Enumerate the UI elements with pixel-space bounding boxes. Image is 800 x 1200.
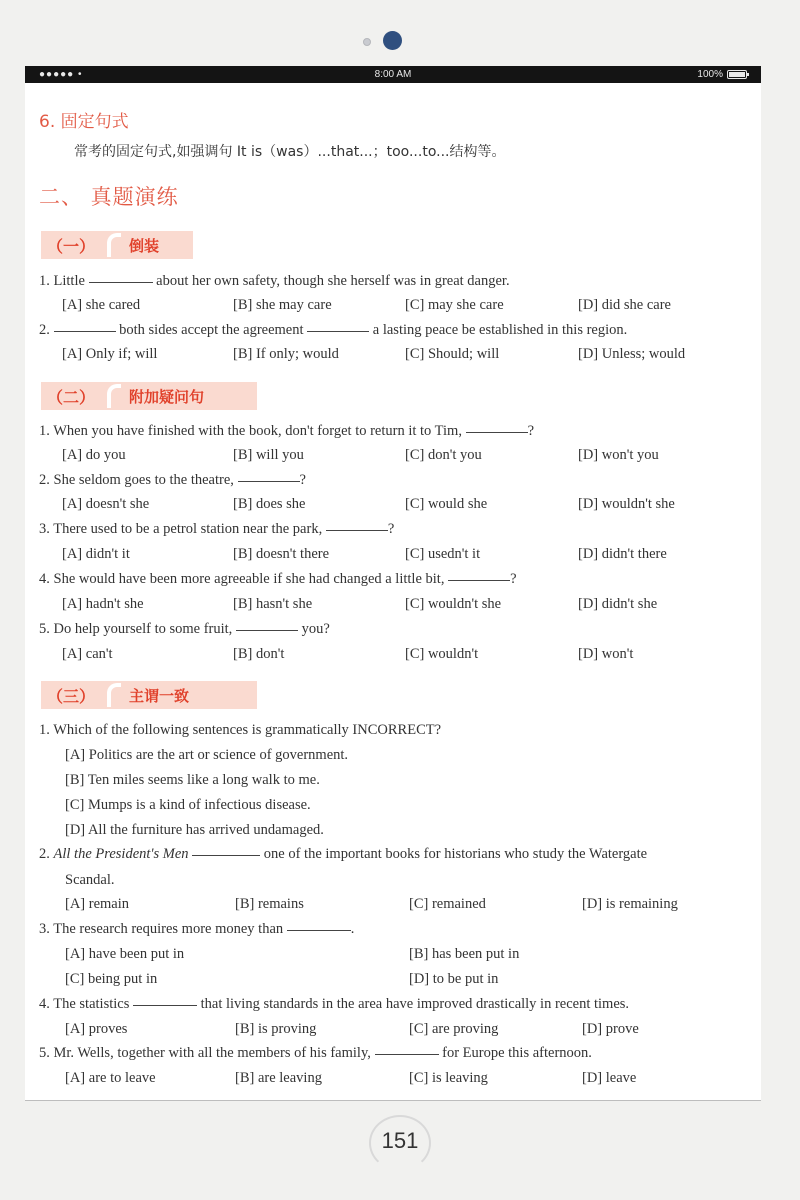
- option-a[interactable]: [A] Only if; will: [62, 346, 158, 362]
- option-c[interactable]: [C] usedn't it: [405, 546, 481, 562]
- option-c[interactable]: [C] wouldn't she: [405, 596, 502, 612]
- option-b[interactable]: [B] doesn't there: [233, 546, 330, 562]
- option-b[interactable]: [B] does she: [233, 496, 306, 512]
- option-d[interactable]: [D] wouldn't she: [578, 496, 675, 512]
- answer-blank[interactable]: [287, 930, 351, 931]
- question-continuation: Scandal.: [65, 872, 115, 888]
- option-d[interactable]: [D] to be put in: [409, 971, 499, 987]
- option-b[interactable]: [B] will you: [233, 447, 304, 463]
- question-line: 4. The statistics that living standards in the area have improved drastically in recent times.: [39, 996, 630, 1012]
- answer-blank[interactable]: [89, 282, 153, 283]
- option-d[interactable]: [D] leave: [582, 1070, 637, 1086]
- group-2-title: 附加疑问句: [129, 388, 205, 406]
- option-b[interactable]: [B] Ten miles seems like a long walk to me.: [65, 772, 320, 788]
- option-a[interactable]: [A] are to leave: [65, 1070, 156, 1086]
- option-c[interactable]: [C] are proving: [409, 1021, 499, 1037]
- option-d[interactable]: [D] prove: [582, 1021, 639, 1037]
- option-c[interactable]: [C] wouldn't: [405, 646, 479, 662]
- practice-heading: 二、 真题演练: [39, 185, 179, 209]
- question-line: 2. All the President's Men one of the important books for historians who study the Watergate: [39, 846, 648, 862]
- tab-hook-icon: [107, 683, 121, 707]
- question-line: 4. She would have been more agreeable if she had changed a little bit, ?: [39, 571, 517, 587]
- option-a[interactable]: [A] she cared: [62, 297, 141, 313]
- section-6-note: 常考的固定句式,如强调句 It is（was）...that...；too...to...结构等。: [74, 144, 506, 160]
- option-c[interactable]: [C] may she care: [405, 297, 504, 313]
- option-b[interactable]: [B] don't: [233, 646, 285, 662]
- answer-blank[interactable]: [326, 530, 388, 531]
- group-3-number: （三）: [47, 687, 96, 706]
- option-c[interactable]: [C] don't you: [405, 447, 482, 463]
- book-page[interactable]: [25, 83, 761, 1101]
- option-a[interactable]: [A] proves: [65, 1021, 128, 1037]
- option-b[interactable]: [B] are leaving: [235, 1070, 322, 1086]
- option-b[interactable]: [B] hasn't she: [233, 596, 313, 612]
- group-2-number: （二）: [47, 388, 96, 407]
- answer-blank[interactable]: [466, 432, 528, 433]
- answer-blank[interactable]: [133, 1005, 197, 1006]
- answer-blank[interactable]: [448, 580, 510, 581]
- status-time: 8:00 AM: [374, 69, 412, 80]
- option-a[interactable]: [A] remain: [65, 896, 130, 912]
- question-line: 3. The research requires more money than .: [39, 921, 355, 937]
- camera-lens: [383, 31, 402, 50]
- option-d[interactable]: [D] did she care: [578, 297, 671, 313]
- option-c[interactable]: [C] Should; will: [405, 346, 500, 362]
- option-c[interactable]: [C] being put in: [65, 971, 158, 987]
- tab-hook-icon: [107, 233, 121, 257]
- group-1-number: （一）: [47, 237, 96, 256]
- option-a[interactable]: [A] do you: [62, 447, 126, 463]
- option-d[interactable]: [D] won't you: [578, 447, 659, 463]
- answer-blank[interactable]: [236, 630, 298, 631]
- option-b[interactable]: [B] has been put in: [409, 946, 520, 962]
- question-line: 2. both sides accept the agreement a lasting peace be established in this region.: [39, 322, 628, 338]
- option-a[interactable]: [A] didn't it: [62, 546, 130, 562]
- option-b[interactable]: [B] is proving: [235, 1021, 317, 1037]
- answer-blank[interactable]: [307, 331, 369, 332]
- option-b[interactable]: [B] she may care: [233, 297, 332, 313]
- option-b[interactable]: [B] remains: [235, 896, 304, 912]
- question-line: 1. Little about her own safety, though she herself was in great danger.: [39, 273, 510, 289]
- tab-hook-icon: [107, 384, 121, 408]
- option-a[interactable]: [A] doesn't she: [62, 496, 150, 512]
- option-d[interactable]: [D] didn't she: [578, 596, 658, 612]
- option-d[interactable]: [D] won't: [578, 646, 634, 662]
- question-line: 1. When you have finished with the book, don't forget to return it to Tim, ?: [39, 423, 535, 439]
- group-3-tab: [41, 681, 257, 709]
- option-d[interactable]: [D] Unless; would: [578, 346, 686, 362]
- question-line: 2. She seldom goes to the theatre, ?: [39, 472, 306, 488]
- option-a[interactable]: [A] can't: [62, 646, 113, 662]
- group-3-title: 主谓一致: [129, 687, 190, 705]
- group-1-tab: [41, 231, 193, 259]
- option-c[interactable]: [C] Mumps is a kind of infectious disease.: [65, 797, 311, 813]
- answer-blank[interactable]: [375, 1054, 439, 1055]
- group-1-title: 倒装: [129, 237, 160, 255]
- option-d[interactable]: [D] is remaining: [582, 896, 678, 912]
- answer-blank[interactable]: [192, 855, 260, 856]
- device-bezel: [0, 0, 800, 66]
- option-b[interactable]: [B] If only; would: [233, 346, 339, 362]
- option-a[interactable]: [A] have been put in: [65, 946, 185, 962]
- option-c[interactable]: [C] would she: [405, 496, 488, 512]
- answer-blank[interactable]: [54, 331, 116, 332]
- question-line: 1. Which of the following sentences is grammatically INCORRECT?: [39, 722, 442, 738]
- book-title: All the President's Men: [53, 846, 189, 862]
- battery-icon: [727, 70, 747, 79]
- signal-wifi-icon: ●●●●● •: [39, 69, 83, 80]
- option-a[interactable]: [A] hadn't she: [62, 596, 144, 612]
- question-line: 3. There used to be a petrol station near the park, ?: [39, 521, 395, 537]
- option-a[interactable]: [A] Politics are the art or science of government.: [65, 747, 349, 763]
- status-battery: [697, 66, 747, 83]
- section-6-heading: 6. 固定句式: [39, 112, 129, 132]
- option-d[interactable]: [D] didn't there: [578, 546, 667, 562]
- option-c[interactable]: [C] remained: [409, 896, 486, 912]
- question-line: 5. Mr. Wells, together with all the members of his family, for Europe this afternoon.: [39, 1045, 592, 1061]
- page-number-badge: [369, 1115, 431, 1171]
- option-c[interactable]: [C] is leaving: [409, 1070, 488, 1086]
- battery-percent: 100%: [697, 69, 723, 80]
- status-bar: [25, 66, 761, 83]
- option-d[interactable]: [D] All the furniture has arrived undamaged.: [65, 822, 324, 838]
- group-2-tab: [41, 382, 257, 410]
- question-line: 5. Do help yourself to some fruit, you?: [39, 621, 330, 637]
- answer-blank[interactable]: [238, 481, 300, 482]
- sensor-dot: [363, 38, 371, 46]
- page-number: 151: [381, 1128, 419, 1153]
